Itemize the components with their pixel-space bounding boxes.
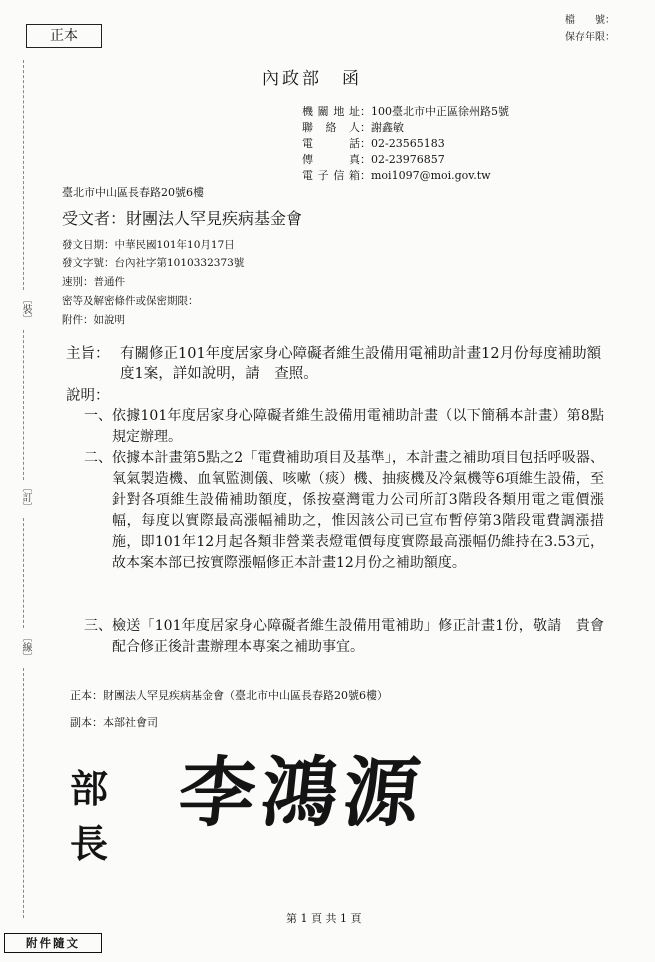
binding-line — [23, 60, 24, 290]
document-title: 內政部 函 — [262, 69, 362, 89]
subject-label: 主旨： — [66, 346, 110, 362]
sender-row-fax: 傳 真：02-23976857 — [302, 153, 445, 166]
signature-title: 部長 — [70, 766, 111, 866]
explanation-label: 說明： — [66, 388, 110, 404]
page-number: 第 1 頁 共 1 頁 — [286, 912, 362, 925]
file-number-label: 檔 號： — [565, 15, 615, 26]
item-number: 一、 — [84, 408, 112, 424]
original-recipient: 正本：財團法人罕見疾病基金會（臺北市中山區長春路20號6樓） — [70, 689, 388, 702]
binding-mark-bind: 〔裝〕 — [20, 294, 31, 324]
document-number: 發文字號：台內社字第1010332373號 — [62, 257, 245, 269]
sender-row-contact: 聯 絡 人：謝鑫敏 — [302, 121, 404, 134]
copy-recipient: 副本：本部社會司 — [70, 716, 158, 729]
binding-mark-line: 〔線〕 — [20, 632, 31, 662]
item-number: 二、 — [84, 450, 112, 466]
item-text: 依據本計畫第5點之2「電費補助項目及基準」，本計畫之補助項目包括呼吸器、氧氣製造機、血氧監測儀、咳嗽（痰）機、抽痰機及冷氣機等6項維生設備，至針對各項維生設備補助額度，係按臺灣電力公司所訂3階段各類用電之電價漲幅，每度以實際最高漲幅補助之，惟因該公司已宣布暫停第3階段電費調漲措施，即101年12月起各類非營業表燈電價每度實際最高漲幅仍維持在3.53元，故本案本部已按實際漲幅修正本計畫12月份之補助額度。 — [112, 450, 604, 571]
secrecy-level: 密等及解密條件或保密期限： — [62, 295, 199, 307]
signature-name: 李鴻源 — [174, 748, 431, 837]
item-number: 三、 — [84, 618, 112, 634]
recipient-address: 臺北市中山區長春路20號6樓 — [62, 186, 204, 199]
attachment-note: 附件：如說明 — [62, 314, 125, 326]
sender-row-phone: 電 話：02-23565183 — [302, 137, 445, 150]
binding-line — [23, 330, 24, 480]
sender-row-email: 電子信箱：moi1097@moi.gov.tw — [302, 169, 491, 182]
explanation-item — [84, 448, 604, 574]
subject-text: 有關修正101年度居家身心障礙者維生設備用電補助計畫12月份每度補助額度1案，詳如說明，請 查照。 — [120, 346, 602, 382]
binding-mark-staple: 〔訂〕 — [20, 482, 31, 512]
item-text: 依據101年度居家身心障礙者維生設備用電補助計畫（以下簡稱本計畫）第8點規定辦理。 — [112, 408, 604, 445]
sender-row-address: 機關地址：100臺北市中正區徐州路5號 — [302, 105, 509, 118]
recipient: 受文者：財團法人罕見疾病基金會 — [62, 209, 303, 228]
item-text: 檢送「101年度居家身心障礙者維生設備用電補助」修正計畫1份，敬請 貴會配合修正後計畫辦理本專案之補助事宜。 — [112, 618, 604, 655]
sender-info — [302, 104, 509, 184]
retention-period-label: 保存年限： — [565, 32, 615, 43]
original-copy-stamp: 正本 — [26, 24, 102, 48]
explanation-item — [84, 616, 604, 658]
attachment-stamp: 附件隨文 — [4, 933, 102, 953]
issue-date: 發文日期：中華民國101年10月17日 — [62, 239, 235, 251]
delivery-speed: 速別：普通件 — [62, 276, 125, 288]
explanation-item — [84, 406, 604, 448]
binding-line — [23, 668, 24, 918]
binding-line — [23, 518, 24, 628]
subject — [66, 344, 606, 384]
